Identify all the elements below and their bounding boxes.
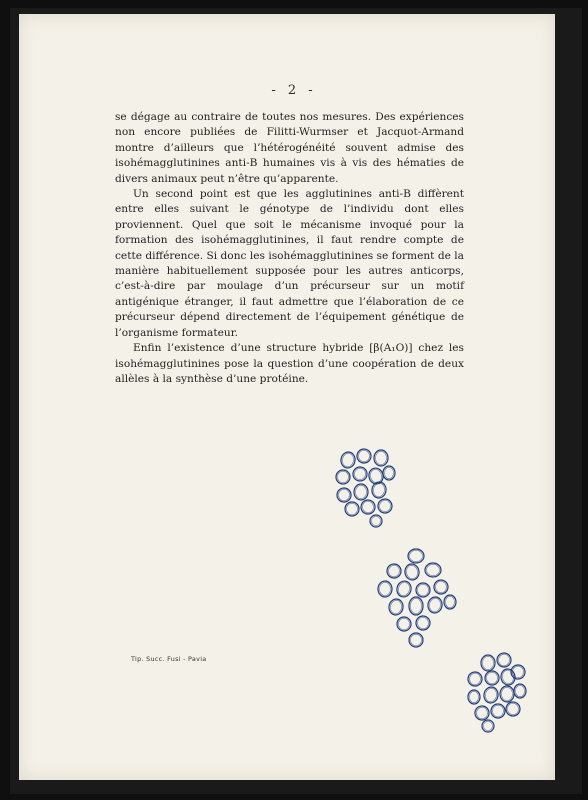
blood-cell <box>491 704 505 718</box>
blood-cell <box>481 655 495 671</box>
blood-cell <box>487 672 498 683</box>
blood-cell <box>376 451 387 464</box>
paragraph-1: se dégage au contraire de toutes nos mesures. Des expériences non encore publiées de Filitti-Wurmser et Jacquot-Armand montre d’ailleurs que l’hétérogénéité souvent admise des isohémagglutinines anti-B humaines vis à vis des hématies de divers animaux peut n’être qu’apparente. <box>115 111 464 185</box>
blood-cell <box>378 581 392 597</box>
blood-cell <box>410 550 423 561</box>
blood-cell <box>425 563 441 577</box>
paragraph-3: Enfin l’existence d’une structure hybride [β(A₁O)] chez les isohémagglutinines pose la question d’une coopération de deux allèles à la synthèse d’une protéine. <box>115 342 464 385</box>
blood-cell <box>374 450 388 466</box>
blood-cell <box>483 656 494 669</box>
blood-cell <box>372 516 381 525</box>
blood-cell <box>427 564 440 575</box>
paragraph-2: Un second point est que les agglutinines anti-B diffèrent entre elles suivant le génotype de l’individu dont elles proviennent. Quel que soit le mécanisme invoqué pour la formation des isohémagglutinines, il faut rendre compte de cette différence. Si donc les isohémagglutinines se forment de la manière habituellement supposée pour les autres anticorps, c’est-à-dire par moulage d’un précurseur sur un motif antigénique étranger, il faut admettre que l’élaboration de ce précurseur dépend directement de l’équipement génétique de l’organisme formateur. <box>115 188 464 339</box>
blood-cell <box>470 691 479 702</box>
blood-cell <box>338 471 349 482</box>
blood-cell <box>418 584 429 595</box>
blood-cell <box>446 596 455 607</box>
blood-cell <box>513 666 524 677</box>
blood-cell <box>411 634 422 645</box>
blood-cell <box>399 618 410 629</box>
page-number: - 2 - <box>271 83 317 98</box>
blood-cell <box>336 470 350 484</box>
blood-cell <box>351 465 369 483</box>
blood-cell <box>502 687 513 700</box>
blood-cell <box>356 485 367 498</box>
blood-cell <box>385 467 394 478</box>
blood-cell <box>409 597 423 615</box>
blood-cell <box>484 721 493 730</box>
blood-cell <box>408 549 424 563</box>
blood-cell <box>409 633 423 647</box>
blood-cell <box>397 617 411 631</box>
blood-cell <box>416 583 430 597</box>
blood-cell <box>345 502 359 516</box>
blood-cell <box>354 484 368 500</box>
cell-cluster-2 <box>378 549 456 647</box>
blood-cell <box>493 705 504 716</box>
cell-cluster-3 <box>467 652 526 732</box>
blood-cell <box>380 582 391 595</box>
blood-cell <box>500 686 514 702</box>
cell-cluster-1 <box>336 448 395 527</box>
printer-credit: Tip. Succ. Fusi - Pavia <box>131 655 207 663</box>
blood-cell <box>516 685 525 696</box>
blood-cell <box>485 671 499 685</box>
blood-cell <box>411 598 422 613</box>
blood-cell <box>347 503 358 514</box>
